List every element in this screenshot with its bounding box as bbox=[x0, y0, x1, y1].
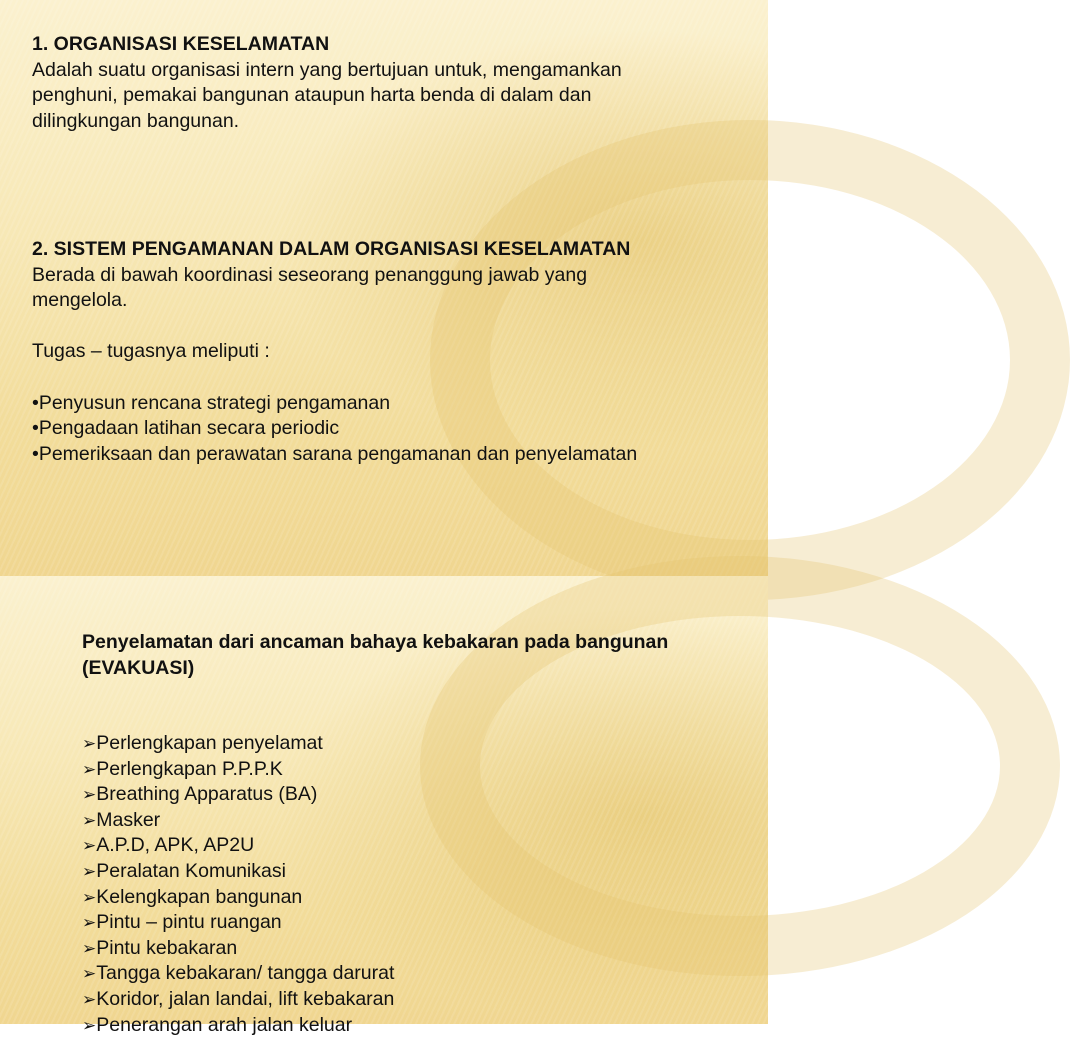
list-item bbox=[82, 910, 762, 936]
evacuation-list bbox=[82, 731, 762, 1038]
list-item-text: Breathing Apparatus (BA) bbox=[96, 783, 318, 806]
arrow-bullet-icon: ➢ bbox=[82, 759, 97, 779]
list-item-text: Masker bbox=[96, 808, 161, 831]
section-1-line: dilingkungan bangunan. bbox=[32, 109, 240, 132]
slide-2-title-line: Penyelamatan dari ancaman bahaya kebakaran pada bangunan bbox=[82, 631, 669, 653]
arrow-bullet-icon: ➢ bbox=[82, 989, 97, 1009]
list-item-text: Pintu – pintu ruangan bbox=[96, 911, 282, 934]
list-item-text: Tangga kebakaran/ tangga darurat bbox=[96, 962, 395, 985]
list-item-text: Pintu kebakaran bbox=[96, 936, 238, 959]
arrow-bullet-icon: ➢ bbox=[82, 785, 97, 805]
section-2-heading: 2. SISTEM PENGAMANAN DALAM ORGANISASI KESELAMATAN bbox=[32, 238, 631, 260]
list-item-text: Perlengkapan penyelamat bbox=[96, 732, 323, 754]
list-item bbox=[82, 757, 762, 783]
section-2-line: mengelola. bbox=[32, 289, 128, 312]
arrow-bullet-icon: ➢ bbox=[82, 836, 97, 856]
list-item-text: Peralatan Komunikasi bbox=[96, 859, 286, 882]
slide-2-title-line: (EVAKUASI) bbox=[82, 656, 195, 679]
list-item bbox=[82, 833, 762, 859]
list-item-text: Kelengkapan bangunan bbox=[96, 885, 303, 908]
tasks-intro: Tugas – tugasnya meliputi : bbox=[32, 340, 270, 363]
task-bullet: •Penyusun rencana strategi pengamanan bbox=[32, 391, 391, 414]
task-bullet: •Pengadaan latihan secara periodic bbox=[32, 417, 340, 440]
section-1-heading: 1. ORGANISASI KESELAMATAN bbox=[32, 33, 330, 55]
slide-2 bbox=[0, 576, 768, 1036]
section-1 bbox=[32, 32, 752, 134]
arrow-bullet-icon: ➢ bbox=[82, 861, 97, 881]
arrow-bullet-icon: ➢ bbox=[82, 938, 97, 958]
section-2-line: Berada di bawah koordinasi seseorang penanggung jawab yang bbox=[32, 263, 588, 286]
arrow-bullet-icon: ➢ bbox=[82, 887, 97, 907]
arrow-bullet-icon: ➢ bbox=[82, 810, 97, 830]
list-item bbox=[82, 987, 762, 1013]
list-item-text: A.P.D, APK, AP2U bbox=[96, 834, 255, 857]
slide-1 bbox=[0, 0, 768, 576]
list-item bbox=[82, 885, 762, 911]
list-item-text: Penerangan arah jalan keluar bbox=[96, 1013, 353, 1036]
list-item bbox=[82, 731, 762, 757]
arrow-bullet-icon: ➢ bbox=[82, 913, 97, 933]
list-item-text: Perlengkapan P.P.P.K bbox=[96, 757, 283, 780]
list-item-text: Koridor, jalan landai, lift kebakaran bbox=[96, 987, 395, 1010]
section-2 bbox=[32, 237, 752, 467]
list-item bbox=[82, 808, 762, 834]
list-item bbox=[82, 1013, 762, 1038]
section-1-line: Adalah suatu organisasi intern yang bertujuan untuk, mengamankan bbox=[32, 58, 622, 81]
arrow-bullet-icon: ➢ bbox=[82, 1015, 97, 1035]
list-item bbox=[82, 859, 762, 885]
list-item bbox=[82, 961, 762, 987]
arrow-bullet-icon: ➢ bbox=[82, 964, 97, 984]
list-item bbox=[82, 782, 762, 808]
list-item bbox=[82, 936, 762, 962]
arrow-bullet-icon: ➢ bbox=[82, 734, 97, 753]
section-1-line: penghuni, pemakai bangunan ataupun harta benda di dalam dan bbox=[32, 84, 592, 107]
slide-2-title bbox=[82, 630, 762, 681]
task-bullet: •Pemeriksaan dan perawatan sarana pengamanan dan penyelamatan bbox=[32, 442, 638, 465]
